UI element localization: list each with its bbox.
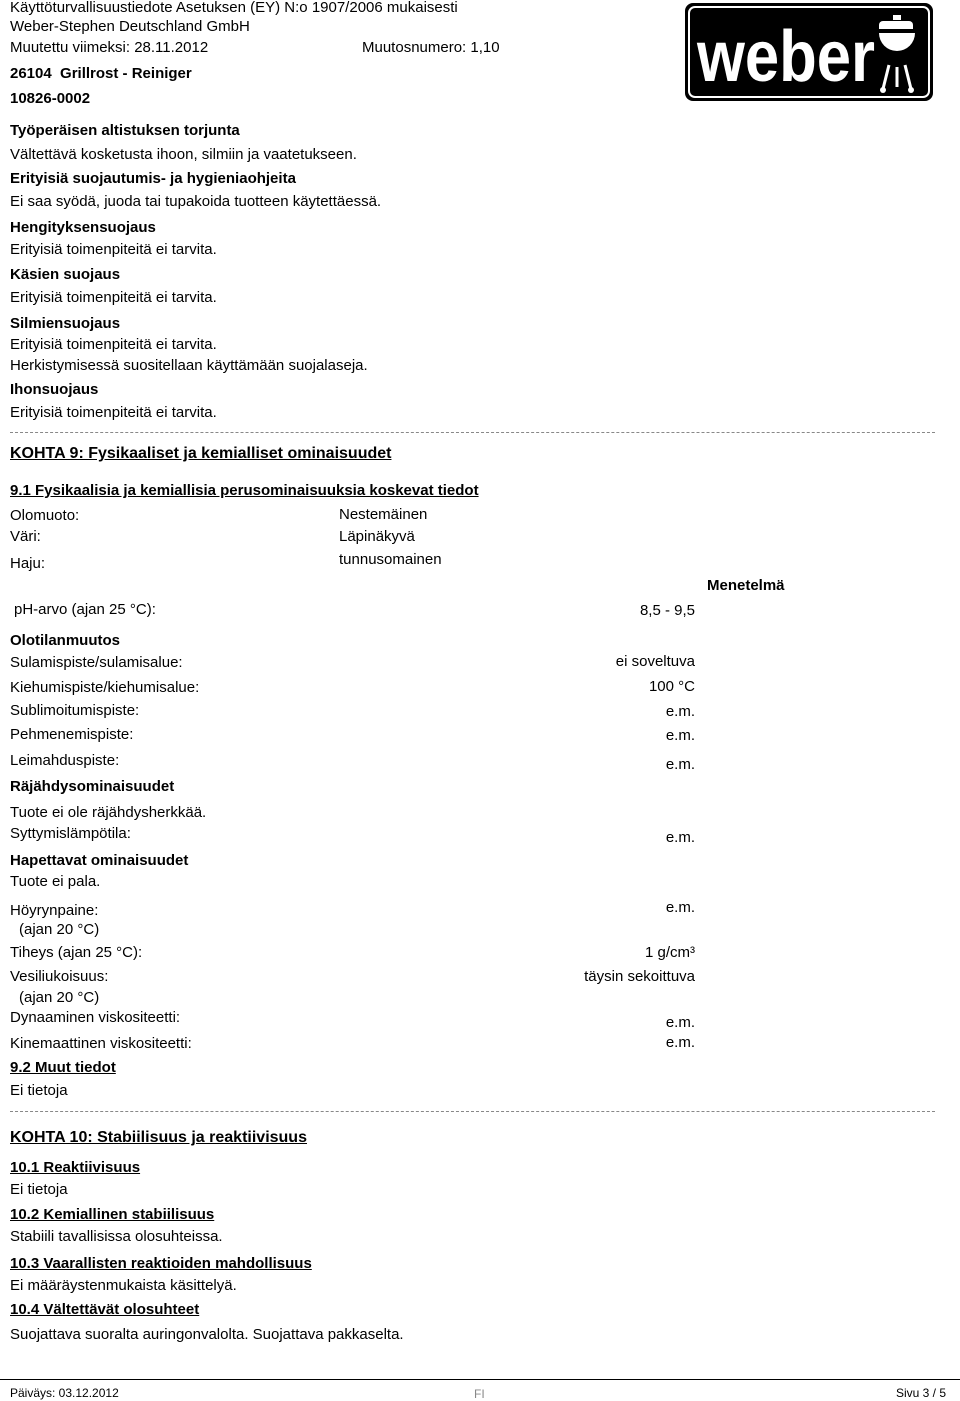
sublimation-label: Sublimoitumispiste: [10,702,140,719]
melting-value: ei soveltuva [615,653,695,670]
company-name: Weber-Stephen Deutschland GmbH [10,18,250,35]
density-value: 1 g/cm³ [644,944,695,961]
solubility-condition: (ajan 20 °C) [19,989,100,1006]
explosive-title: Räjähdysominaisuudet [10,778,175,795]
softening-value: e.m. [665,727,695,744]
section10-1-text: Ei tietoja [10,1181,68,1198]
state-change-title: Olotilanmuutos [10,632,120,649]
ignition-label: Syttymislämpötila: [10,825,131,842]
flash-point-value: e.m. [665,756,695,773]
product-name: 26104 Grillrost - Reiniger [10,65,192,82]
ph-value: 8,5 - 9,5 [639,602,695,619]
skin-text: Erityisiä toimenpiteitä ei tarvita. [10,404,217,421]
kinematic-viscosity-label: Kinemaattinen viskositeetti: [10,1035,192,1052]
vapor-pressure-label: Höyrynpaine: [10,902,99,919]
color-label: Väri: [10,528,41,545]
section10-1-title: 10.1 Reaktiivisuus [10,1159,141,1176]
section10-3-title: 10.3 Vaarallisten reaktioiden mahdollisuus [10,1255,312,1272]
solubility-label: Vesiliukoisuus: [10,968,109,985]
boiling-label: Kiehumispiste/kiehumisalue: [10,679,200,696]
section-divider [10,432,935,433]
section9-1-title: 9.1 Fysikaalisia ja kemiallisia perusominaisuuksia koskevat tiedot [10,482,479,499]
section9-title: KOHTA 9: Fysikaaliset ja kemialliset ominaisuudet [10,445,392,462]
eye-text-2: Herkistymisessä suositellaan käyttämään suojalaseja. [10,357,368,374]
ignition-value: e.m. [665,829,695,846]
section10-4-title: 10.4 Vältettävät olosuhteet [10,1301,200,1318]
sublimation-value: e.m. [665,703,695,720]
form-label: Olomuoto: [10,507,80,524]
softening-label: Pehmenemispiste: [10,726,134,743]
weber-logo-graphic [685,3,933,101]
melting-label: Sulamispiste/sulamisalue: [10,654,183,671]
logo-wordmark: weber [696,17,875,97]
vapor-pressure-value: e.m. [665,899,695,916]
explosive-text: Tuote ei ole räjähdysherkkää. [10,804,207,821]
boiling-value: 100 °C [648,678,695,695]
section9-2-text: Ei tietoja [10,1082,68,1099]
weber-logo [685,3,933,101]
density-label: Tiheys (ajan 25 °C): [10,944,143,961]
respiratory-text: Erityisiä toimenpiteitä ei tarvita. [10,241,217,258]
ph-label: pH-arvo (ajan 25 °C): [14,601,156,618]
solubility-value: täysin sekoittuva [584,968,695,985]
section10-title: KOHTA 10: Stabiilisuus ja reaktiivisuus [10,1129,307,1146]
oxidizing-title: Hapettavat ominaisuudet [10,852,189,869]
odor-label: Haju: [10,555,46,572]
section9-2-title: 9.2 Muut tiedot [10,1059,116,1076]
hygiene-title: Erityisiä suojautumis- ja hygieniaohjeita [10,170,296,187]
footer-rule [0,1379,960,1380]
respiratory-title: Hengityksensuojaus [10,219,156,236]
dynamic-viscosity-value: e.m. [665,1014,695,1031]
footer-date: Päiväys: 03.12.2012 [10,1386,119,1400]
eye-title: Silmiensuojaus [10,315,121,332]
footer-language: FI [474,1387,485,1401]
section-divider [10,1111,935,1112]
revised-date: Muutettu viimeksi: 28.11.2012 [10,39,209,56]
revision-number: Muutosnumero: 1,10 [362,39,500,56]
dynamic-viscosity-label: Dynaaminen viskositeetti: [10,1009,181,1026]
exposure-title: Työperäisen altistuksen torjunta [10,122,240,139]
hygiene-text: Ei saa syödä, juoda tai tupakoida tuotteen käytettäessä. [10,193,382,210]
method-header: Menetelmä [707,577,785,594]
oxidizing-text: Tuote ei pala. [10,873,101,890]
skin-title: Ihonsuojaus [10,381,99,398]
document-title: Käyttöturvallisuustiedote Asetuksen (EY) N:o 1907/2006 mukaisesti [10,0,458,16]
section10-2-text: Stabiili tavallisissa olosuhteissa. [10,1228,223,1245]
odor-value: tunnusomainen [339,551,442,568]
hand-title: Käsien suojaus [10,266,121,283]
kinematic-viscosity-value: e.m. [665,1034,695,1051]
form-value: Nestemäinen [339,506,428,523]
product-code: 10826-0002 [10,90,91,107]
hand-text: Erityisiä toimenpiteitä ei tarvita. [10,289,217,306]
exposure-text: Vältettävä kosketusta ihoon, silmiin ja vaatetukseen. [10,146,357,163]
footer-page-number: Sivu 3 / 5 [896,1386,947,1400]
section10-2-title: 10.2 Kemiallinen stabiilisuus [10,1206,215,1223]
vapor-pressure-condition: (ajan 20 °C) [19,921,100,938]
section10-3-text: Ei määräystenmukaista käsittelyä. [10,1277,237,1294]
color-value: Läpinäkyvä [339,528,415,545]
eye-text: Erityisiä toimenpiteitä ei tarvita. [10,336,217,353]
section10-4-text: Suojattava suoralta auringonvalolta. Suojattava pakkaselta. [10,1326,404,1343]
flash-point-label: Leimahduspiste: [10,752,120,769]
